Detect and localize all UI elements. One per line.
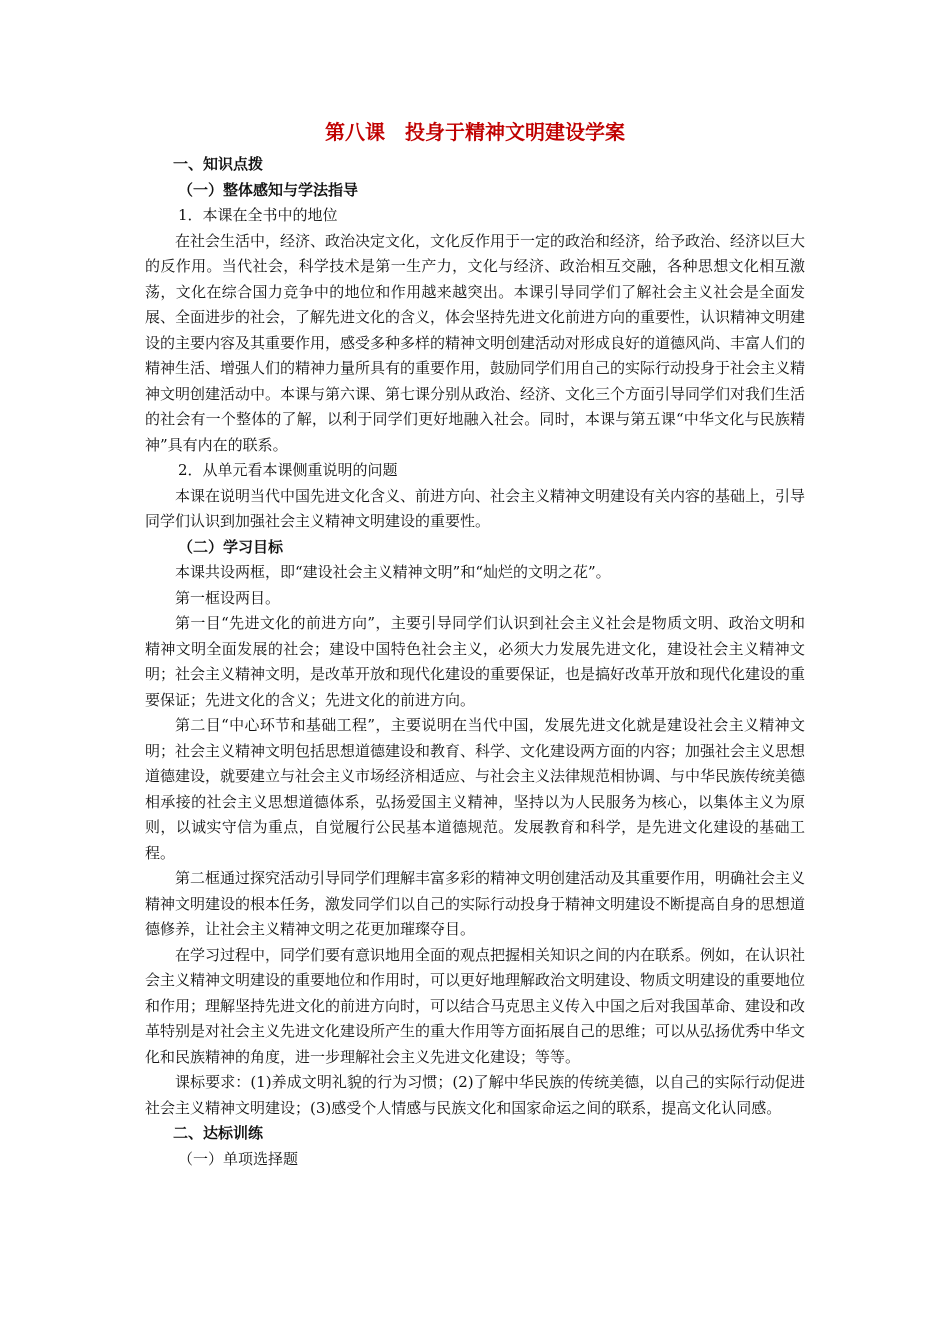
item-heading-unit-focus: 2．从单元看本课侧重说明的问题 xyxy=(178,461,398,479)
item-heading-position: 1．本课在全书中的地位 xyxy=(178,206,338,224)
paragraph-topic-one: 第一目“先进文化的前进方向”，主要引导同学们认识到社会主义社会是物质文明、政治文明和精神文明全面发展的社会；建设中国特色社会主义，必须大力发展先进文化，建设社会主义精神文明；社会主义精神文明，是改革开放和现代化建设的重要保证，也是搞好改革开放和现代化建设的重要保证；先进文化的含义；先进文化的前进方向。 xyxy=(145,614,806,709)
paragraph-learning-process: 在学习过程中，同学们要有意识地用全面的观点把握相关知识之间的内在联系。例如，在认识社会主义精神文明建设的重要地位和作用时，可以更好地理解政治文明建设、物质文明建设的重要地位和作用；理解坚持先进文化的前进方向时，可以结合马克思主义传入中国之后对我国革命、建设和改革特别是对社会主义先进文化建设所产生的重大作用等方面拓展自己的思维；可以从弘扬优秀中华文化和民族精神的角度，进一步理解社会主义先进文化建设；等等。 xyxy=(145,945,806,1066)
paragraph-frames: 本课共设两框，即“建设社会主义精神文明”和“灿烂的文明之花”。 xyxy=(175,563,611,581)
paragraph-frame-one: 第一框设两目。 xyxy=(175,588,281,607)
subsection-heading-goals: （二）学习目标 xyxy=(178,537,284,556)
paragraph-frame-two: 第二框通过探究活动引导同学们理解丰富多彩的精神文明创建活动及其重要作用，明确社会主义精神文明建设的根本任务，激发同学们以自己的实际行动投身于精神文明建设不断提高自身的思想道德修养，让社会主义精神文明之花更加璀璨夺目。 xyxy=(145,869,806,938)
page-title: 第八课 投身于精神文明建设学案 xyxy=(325,120,625,144)
document-page xyxy=(145,118,805,1172)
paragraph-position: 在社会生活中，经济、政治决定文化，文化反作用于一定的政治和经济，给予政治、经济以巨大的反作用。当代社会，科学技术是第一生产力，文化与经济、政治相互交融，各种思想文化相互激荡，文化在综合国力竞争中的地位和作用越来越突出。本课引导同学们了解社会主义社会是全面发展、全面进步的社会，了解先进文化的含义，体会坚持先进文化前进方向的重要性，认识精神文明建设的主要内容及其重要作用，感受多种多样的精神文明创建活动对形成良好的道德风尚、丰富人们的精神生活、增强人们的精神力量所具有的重要作用，鼓励同学们用自己的实际行动投身于社会主义精神文明创建活动中。本课与第六课、第七课分别从政治、经济、文化三个方面引导同学们对我们生活的社会有一个整体的了解，以利于同学们更好地融入社会。同时，本课与第五课“中华文化与民族精神”具有内在的联系。 xyxy=(145,231,806,454)
section-heading-training: 二、达标训练 xyxy=(173,1124,264,1142)
paragraph-topic-two: 第二目“中心环节和基础工程”，主要说明在当代中国，发展先进文化就是建设社会主义精神文明；社会主义精神文明包括思想道德建设和教育、科学、文化建设两方面的内容；加强社会主义思想道德建设，就要建立与社会主义市场经济相适应、与社会主义法律规范相协调、与中华民族传统美德相承接的社会主义思想道德体系，弘扬爱国主义精神，坚持以为人民服务为核心，以集体主义为原则，以诚实守信为重点，自觉履行公民基本道德规范。发展教育和科学，是先进文化建设的基础工程。 xyxy=(145,716,806,862)
paragraph-curriculum-requirements: 课标要求：(1)养成文明礼貌的行为习惯；(2)了解中华民族的传统美德，以自己的实际行动促进社会主义精神文明建设；(3)感受个人情感与民族文化和国家命运之间的联系，提高文化认同感。 xyxy=(145,1073,805,1117)
paragraph-unit-focus: 本课在说明当代中国先进文化含义、前进方向、社会主义精神文明建设有关内容的基础上，引导同学们认识到加强社会主义精神文明建设的重要性。 xyxy=(145,486,806,530)
subsection-heading-single-choice: （一）单项选择题 xyxy=(178,1149,299,1168)
subsection-heading-overview: （一）整体感知与学法指导 xyxy=(178,180,359,199)
section-heading-knowledge: 一、知识点拨 xyxy=(173,155,264,173)
